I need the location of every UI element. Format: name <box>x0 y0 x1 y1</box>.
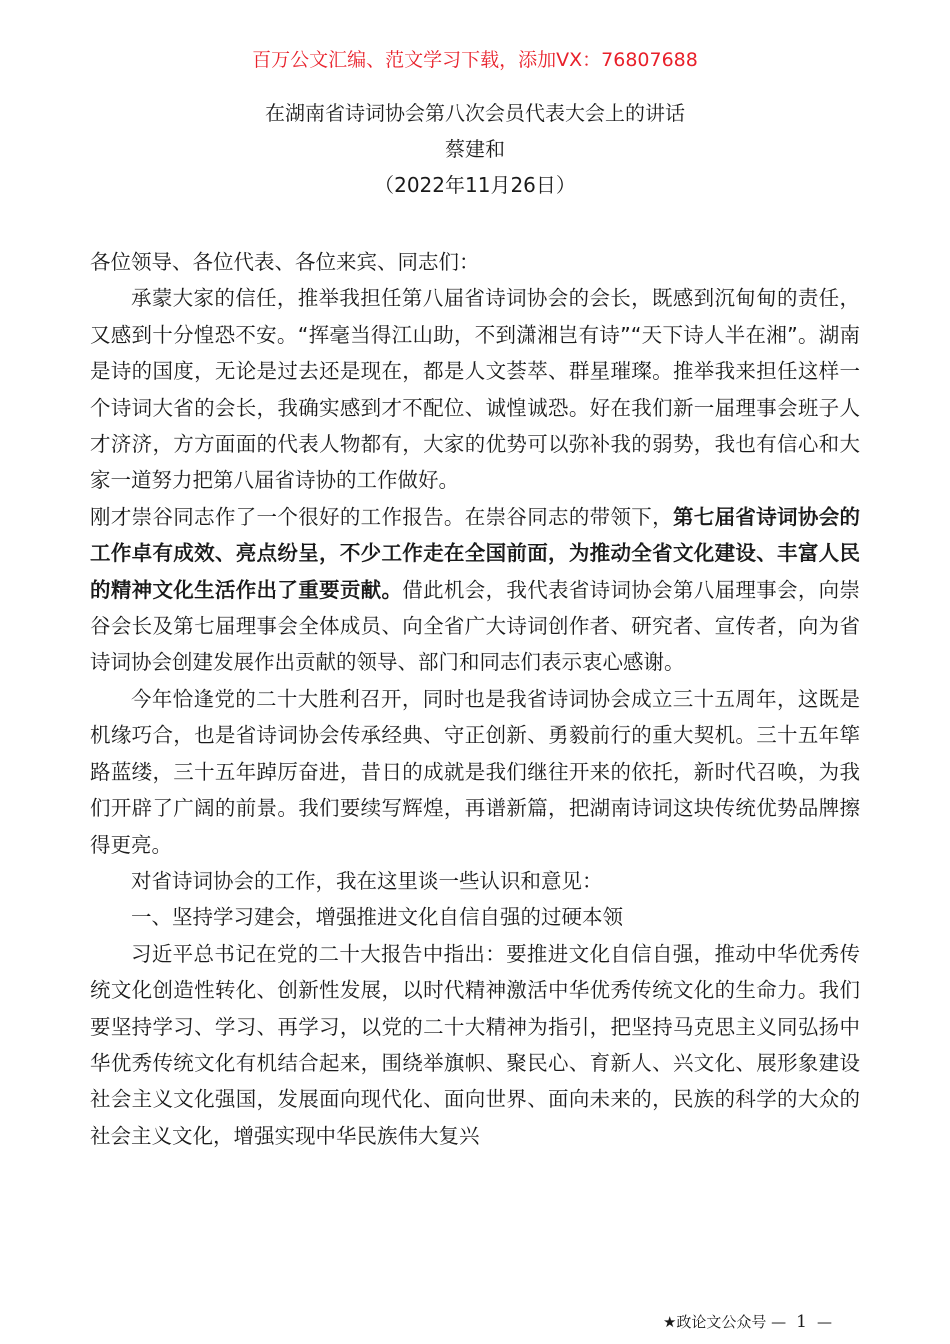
paragraph-5: 习近平总书记在党的二十大报告中指出：要推进文化自信自强，推动中华优秀传统文化创造性转化、创新性发展，以时代精神激活中华优秀传统文化的生命力。我们要坚持学习、学习、再学习，以党的二十大精神为指引，把坚持马克思主义同弘扬中华优秀传统文化有机结合起来，围绕举旗帜、聚民心、育新人、兴文化、展形象建设社会主义文化强国，发展面向现代化、面向世界、面向未来的，民族的科学的大众的社会主义文化，增强实现中华民族伟大复兴 <box>90 941 860 1148</box>
speech-author: 蔡建和 <box>445 137 505 161</box>
page-number: 1 <box>796 1312 807 1332</box>
footer-dash-left: — <box>771 1313 787 1331</box>
paragraph-2-emphasis: 第七届省诗词协会的工作卓有成效、亮点纷呈，不少工作走在全国前面，为推动全省文化建设、丰富人民的精神文化生活作出了重要贡献。 <box>90 504 861 602</box>
paragraph-1: 承蒙大家的信任，推举我担任第八届省诗词协会的会长，既感到沉甸甸的责任，又感到十分惶恐不安。“挥毫当得江山助，不到潇湘岂有诗”“天下诗人半在湘”。湖南是诗的国度，无论是过去还是现在，都是人文荟萃、群星璀璨。推举我来担任这样一个诗词大省的会长，我确实感到才不配位、诚惶诚恐。好在我们新一届理事会班子人才济济，方方面面的代表人物都有，大家的优势可以弥补我的弱势，我也有信心和大家一道努力把第八届省诗协的工作做好。 <box>90 286 860 493</box>
footer-source: ★政论文公众号 <box>662 1313 767 1331</box>
speech-title: 在湖南省诗词协会第八次会员代表大会上的讲话 <box>265 101 685 125</box>
page-footer <box>663 1310 832 1334</box>
paragraph-2-rest: 借此机会，我代表省诗词协会第八届理事会，向崇谷会长及第七届理事会全体成员、向全省广大诗词创作者、研究者、宣传者，向为省诗词协会创建发展作出贡献的领导、部门和同志们表示衷心感谢。 <box>90 577 861 675</box>
salutation: 各位领导、各位代表、各位来宾、同志们： <box>90 250 480 274</box>
promo-banner: 百万公文汇编、范文学习下载，添加VX：76807688 <box>252 49 698 71</box>
footer-dash-right: — <box>817 1313 832 1331</box>
paragraph-4: 对省诗词协会的工作，我在这里谈一些认识和意见： <box>131 868 603 893</box>
speech-date: （2022年11月26日） <box>374 173 576 197</box>
speech-body <box>90 244 860 1154</box>
paragraph-2 <box>90 499 860 681</box>
paragraph-3: 今年恰逢党的二十大胜利召开，同时也是我省诗词协会成立三十五周年，这既是机缘巧合，也是省诗词协会传承经典、守正创新、勇毅前行的重大契机。三十五年筚路蓝缕，三十五年踔厉奋进，昔日的成就是我们继往开来的依托，新时代召唤，为我们开辟了广阔的前景。我们要续写辉煌，再谱新篇，把湖南诗词这块传统优势品牌擦得更亮。 <box>90 686 860 857</box>
paragraph-2-intro: 刚才崇谷同志作了一个很好的工作报告。在崇谷同志的带领下， <box>90 504 673 529</box>
section-heading-1: 一、坚持学习建会，增强推进文化自信自强的过硬本领 <box>131 905 623 930</box>
